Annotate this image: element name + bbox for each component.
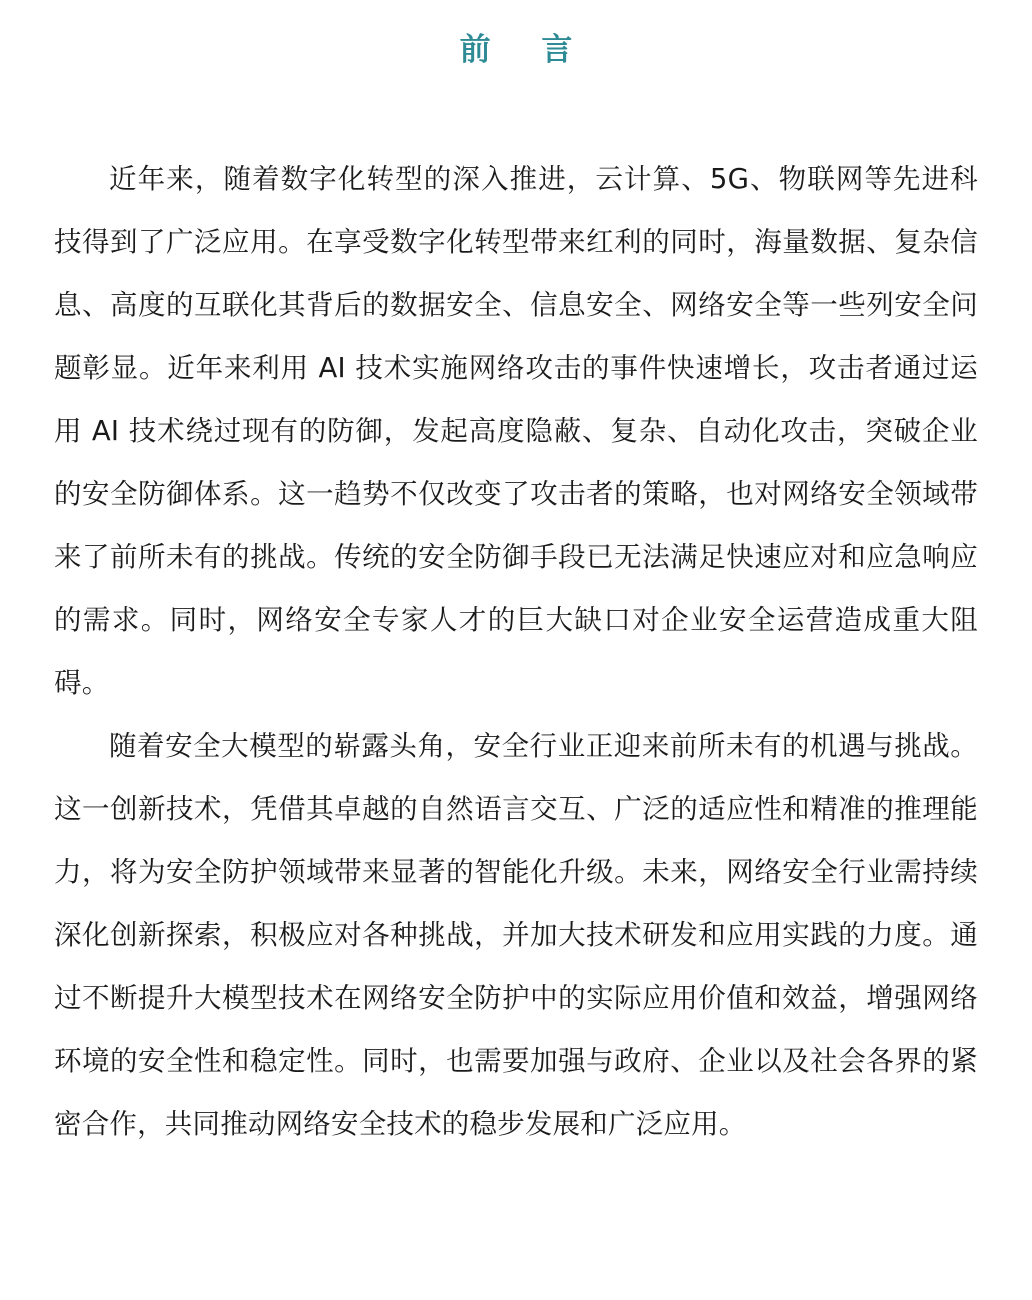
paragraph: 随着安全大模型的崭露头角，安全行业正迎来前所未有的机遇与挑战。这一创新技术，凭借其卓越的自然语言交互、广泛的适应性和精准的推理能力，将为安全防护领域带来显著的智能化升级。未来，网络安全行业需持续深化创新探索，积极应对各种挑战，并加大技术研发和应用实践的力度。通过不断提升大模型技术在网络安全防护中的实际应用价值和效益，增强网络环境的安全性和稳定性。同时，也需要加强与政府、企业以及社会各界的紧密合作，共同推动网络安全技术的稳步发展和广泛应用。 bbox=[54, 730, 978, 1141]
page-title: 前 言 bbox=[459, 32, 593, 68]
paragraph: 近年来，随着数字化转型的深入推进，云计算、5G、物联网等先进科技得到了广泛应用。在享受数字化转型带来红利的同时，海量数据、复杂信息、高度的互联化其背后的数据安全、信息安全、网络安全等一些列安全问题彰显。近年来利用 AI 技术实施网络攻击的事件快速增长，攻击者通过运用 AI 技术绕过现有的防御，发起高度隐蔽、复杂、自动化攻击，突破企业的安全防御体系。这一趋势不仅改变了攻击者的策略，也对网络安全领域带来了前所未有的挑战。传统的安全防御手段已无法满足快速应对和应急响应的需求。同时，网络安全专家人才的巨大缺口对企业安全运营造成重大阻碍。 bbox=[54, 163, 978, 700]
document-body bbox=[54, 148, 978, 1156]
